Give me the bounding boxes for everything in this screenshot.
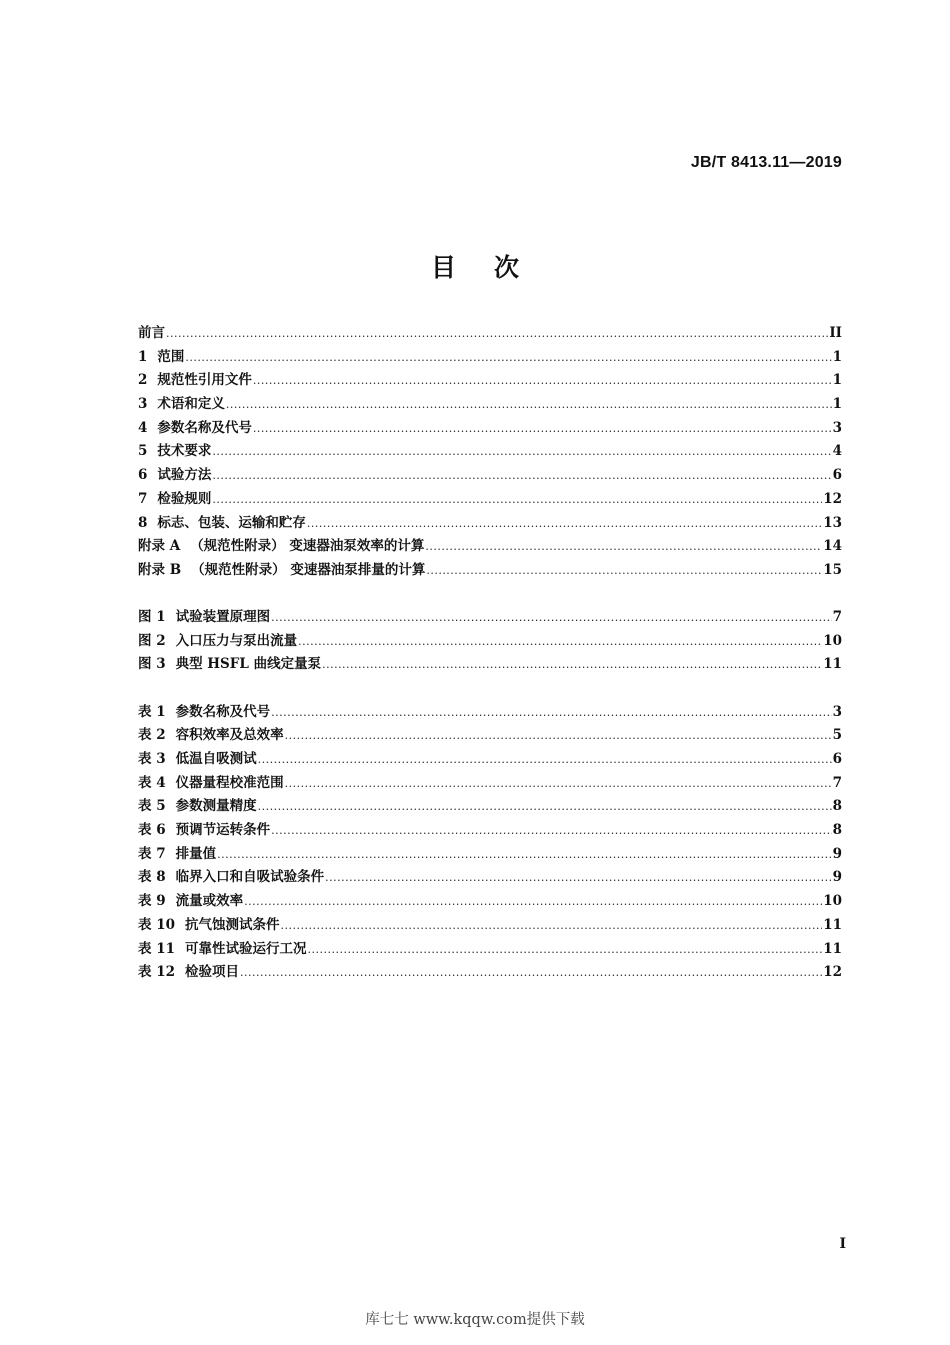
toc-entry-number: 表 7 xyxy=(138,845,166,862)
toc-entry-page: 4 xyxy=(832,443,842,460)
dot-leader xyxy=(185,346,831,370)
toc-tables xyxy=(138,701,842,985)
toc-entry-title: 参数名称及代号 xyxy=(175,703,271,720)
toc-entry-title: 仪器量程校准范围 xyxy=(175,774,284,791)
toc-entry-number: 图 3 xyxy=(138,656,166,673)
page-number: I xyxy=(839,1236,846,1252)
toc-entry-title: 范围 xyxy=(157,348,185,365)
toc-entry-number: 表 5 xyxy=(138,798,166,815)
toc-entry-page: 6 xyxy=(832,467,842,484)
toc-entry[interactable] xyxy=(138,890,842,914)
toc-entry-title: 排量值 xyxy=(175,845,217,862)
toc-entry-page: 1 xyxy=(832,348,842,365)
toc-entry-number: 表 11 xyxy=(138,940,175,957)
toc-entry-number: 附录 A xyxy=(138,538,181,555)
toc-entry-page: 5 xyxy=(832,727,842,744)
toc-entry[interactable] xyxy=(138,630,842,654)
toc-entry[interactable] xyxy=(138,606,842,630)
dot-leader xyxy=(285,724,832,748)
toc-entry-title: 技术要求 xyxy=(157,443,212,460)
toc-entry-number: 表 12 xyxy=(138,964,175,981)
toc-entry-number: 5 xyxy=(138,443,148,460)
dot-leader xyxy=(217,843,832,867)
toc-entry-number: 2 xyxy=(138,372,148,389)
dot-leader xyxy=(212,440,831,464)
toc-entry-title: 抗气蚀测试条件 xyxy=(185,916,280,933)
toc-entry[interactable] xyxy=(138,866,842,890)
toc-entry-number: 表 1 xyxy=(138,703,166,720)
toc-entry[interactable] xyxy=(138,393,842,417)
toc-entry[interactable] xyxy=(138,914,842,938)
toc-entry-page: 9 xyxy=(832,869,842,886)
dot-leader xyxy=(258,795,832,819)
toc-figures xyxy=(138,606,842,677)
toc-entry-number: 表 4 xyxy=(138,774,166,791)
toc-entry[interactable] xyxy=(138,748,842,772)
toc-entry-title: 预调节运转条件 xyxy=(175,822,271,839)
toc-entry[interactable] xyxy=(138,938,842,962)
toc-entry-number: 6 xyxy=(138,467,148,484)
dot-leader xyxy=(425,535,822,559)
toc-entry[interactable] xyxy=(138,559,842,583)
toc-entry-page: 9 xyxy=(832,845,842,862)
toc-entry-page: 11 xyxy=(823,940,842,957)
table-of-contents xyxy=(138,322,842,985)
toc-entry[interactable] xyxy=(138,322,842,346)
toc-entry-title: 标志、包装、运输和贮存 xyxy=(157,514,306,531)
toc-entry-title: 前言 xyxy=(138,325,165,341)
dot-leader xyxy=(285,772,832,796)
toc-entry[interactable] xyxy=(138,961,842,985)
toc-entry-page: 1 xyxy=(832,396,842,413)
dot-leader xyxy=(253,417,832,441)
toc-entry-title: （规范性附录） 变速器油泵排量的计算 xyxy=(191,561,426,578)
toc-entry-number: 表 9 xyxy=(138,893,166,910)
toc-entry-title: 典型 HSFL 曲线定量泵 xyxy=(175,656,322,673)
toc-entry-title: 流量或效率 xyxy=(175,893,244,910)
toc-entry-number: 8 xyxy=(138,514,148,531)
toc-entry-number: 7 xyxy=(138,490,148,507)
toc-entry-title: 可靠性试验运行工况 xyxy=(185,940,307,957)
toc-entry-number: 表 3 xyxy=(138,751,166,767)
dot-leader xyxy=(325,866,832,890)
toc-entry-page: 3 xyxy=(832,703,842,720)
toc-entry-number: 1 xyxy=(138,348,148,365)
toc-entry-page: 11 xyxy=(823,656,842,673)
toc-entry[interactable] xyxy=(138,795,842,819)
toc-entry-page: 8 xyxy=(832,822,842,839)
toc-entry-title: 试验方法 xyxy=(157,467,212,484)
toc-entry-number: 图 1 xyxy=(138,609,166,626)
dot-leader xyxy=(322,653,822,677)
toc-entry[interactable] xyxy=(138,488,842,512)
toc-entry-number: 表 2 xyxy=(138,727,166,744)
dot-leader xyxy=(166,322,828,346)
toc-entry[interactable] xyxy=(138,653,842,677)
toc-entry-title: 检验规则 xyxy=(157,490,212,507)
toc-entry-page: 13 xyxy=(823,514,842,531)
download-watermark: 库七七 www.kqqw.com提供下载 xyxy=(365,1312,585,1328)
toc-entry-page: 8 xyxy=(832,798,842,815)
toc-entry-number: 3 xyxy=(138,396,148,413)
toc-entry-number: 表 10 xyxy=(138,916,175,933)
toc-entry-number: 附录 B xyxy=(138,561,182,578)
toc-entry-page: 7 xyxy=(832,774,842,791)
dot-leader xyxy=(240,961,822,985)
toc-entry[interactable] xyxy=(138,724,842,748)
dot-leader xyxy=(226,393,832,417)
toc-entry-title: 试验装置原理图 xyxy=(175,609,271,626)
toc-entry-title: 检验项目 xyxy=(185,964,239,981)
toc-entry-page: 1 xyxy=(832,372,842,389)
toc-entry[interactable] xyxy=(138,819,842,843)
toc-entry-title: 低温自吸测试 xyxy=(175,751,257,767)
dot-leader xyxy=(253,369,832,393)
toc-entry-number: 表 8 xyxy=(138,869,166,886)
toc-entry-page: 10 xyxy=(823,893,842,910)
dot-leader xyxy=(258,748,832,772)
dot-leader xyxy=(308,938,823,962)
toc-entry-title: 参数名称及代号 xyxy=(157,419,252,436)
toc-entry-page: 6 xyxy=(832,751,842,767)
dot-leader xyxy=(298,630,822,654)
dot-leader xyxy=(271,701,832,725)
dot-leader xyxy=(212,488,822,512)
toc-entry-title: 参数测量精度 xyxy=(175,798,257,815)
toc-entry-number: 图 2 xyxy=(138,632,166,649)
dot-leader xyxy=(281,914,823,938)
toc-chapters xyxy=(138,322,842,583)
toc-entry-page: II xyxy=(829,325,842,341)
dot-leader xyxy=(244,890,822,914)
page-title: 目次 xyxy=(430,253,557,282)
toc-entry-page: 12 xyxy=(823,490,842,507)
toc-entry[interactable] xyxy=(138,535,842,559)
toc-entry-page: 3 xyxy=(832,419,842,436)
toc-entry-number: 表 6 xyxy=(138,822,166,839)
toc-entry-page: 10 xyxy=(823,632,842,649)
toc-entry[interactable] xyxy=(138,464,842,488)
toc-entry[interactable] xyxy=(138,417,842,441)
toc-entry[interactable] xyxy=(138,701,842,725)
toc-entry-page: 15 xyxy=(823,561,842,578)
toc-entry-title: 容积效率及总效率 xyxy=(175,727,284,744)
toc-entry[interactable] xyxy=(138,512,842,536)
toc-entry-page: 14 xyxy=(823,538,842,555)
toc-entry[interactable] xyxy=(138,440,842,464)
toc-entry-page: 7 xyxy=(832,609,842,626)
toc-entry[interactable] xyxy=(138,843,842,867)
toc-entry-title: （规范性附录） 变速器油泵效率的计算 xyxy=(190,538,425,555)
toc-entry[interactable] xyxy=(138,346,842,370)
dot-leader xyxy=(212,464,831,488)
standard-number: JB/T 8413.11—2019 xyxy=(690,154,842,171)
dot-leader xyxy=(271,819,832,843)
toc-entry[interactable] xyxy=(138,772,842,796)
toc-entry-page: 11 xyxy=(823,916,842,933)
dot-leader xyxy=(426,559,822,583)
toc-entry-number: 4 xyxy=(138,419,148,436)
dot-leader xyxy=(271,606,832,630)
toc-entry-page: 12 xyxy=(823,964,842,981)
toc-entry-title: 规范性引用文件 xyxy=(157,372,252,389)
toc-entry[interactable] xyxy=(138,369,842,393)
toc-entry-title: 临界入口和自吸试验条件 xyxy=(175,869,325,886)
toc-entry-title: 入口压力与泵出流量 xyxy=(175,632,298,649)
dot-leader xyxy=(307,512,822,536)
toc-entry-title: 术语和定义 xyxy=(157,396,225,413)
